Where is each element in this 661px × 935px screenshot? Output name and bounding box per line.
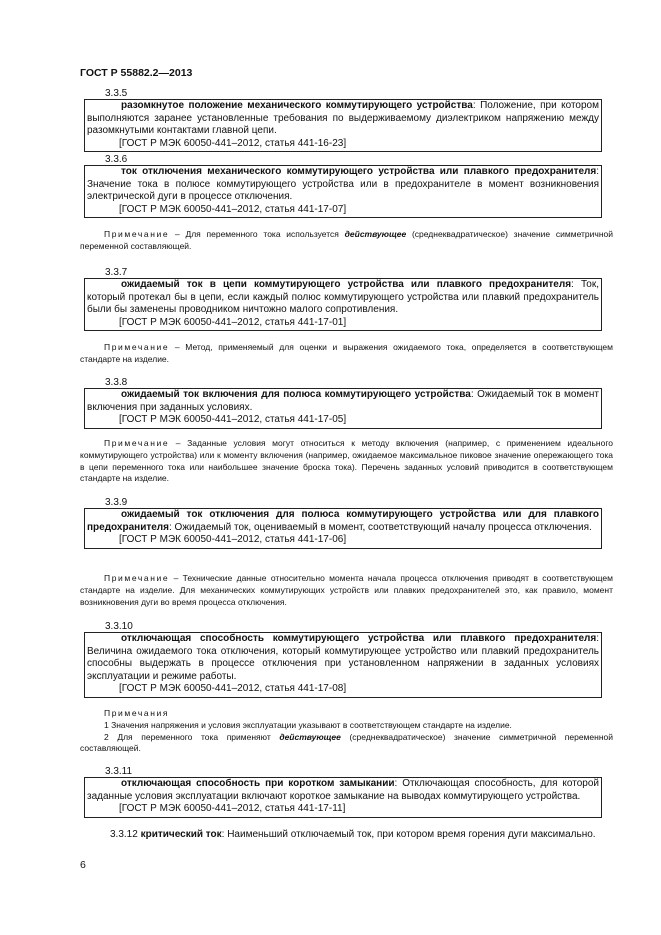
term: отключающая способность при коротком замыкании — [121, 778, 395, 789]
document-header: ГОСТ Р 55882.2—2013 — [80, 67, 193, 79]
term: критический ток — [140, 829, 222, 840]
source-reference: [ГОСТ Р МЭК 60050-441–2012, статья 441-17-11] — [119, 803, 346, 815]
definition: : Положение, при котором выполняются заранее установленные требования по выдерживаемому диэлектриком напряжению между разомкнутыми контактами главной цепи. — [87, 100, 599, 137]
definition: : Отключающая способность, для которой заданные условия эксплуатации включают короткое замыкание на выводах коммутирующего устройства. — [87, 778, 599, 802]
clause-number: 3.3.8 — [105, 377, 128, 388]
clause-number: 3.3.10 — [105, 621, 133, 632]
note-label: Примечание — [104, 342, 170, 352]
source-reference: [ГОСТ Р МЭК 60050-441–2012, статья 441-17-01] — [119, 316, 347, 328]
term-entry-3-3-9 — [84, 508, 602, 549]
source-reference: [ГОСТ Р МЭК 60050-441–2012, статья 441-17-08] — [119, 683, 347, 695]
source-reference: [ГОСТ Р МЭК 60050-441–2012, статья 441-17-06] — [119, 534, 347, 546]
clause-number: 3.3.11 — [105, 766, 133, 777]
term-entry-3-3-11 — [84, 777, 602, 818]
term: отключающая способность коммутирующего устройства или плавкого предохранителя — [121, 633, 597, 644]
definition: : Величина ожидаемого тока отключения, который коммутирующее устройство или плавкий предохранитель способны выдержать в процессе отключения при установленном напряжении в заданных условиях эксплуатации и режиме работы. — [87, 633, 599, 682]
term: ожидаемый ток отключения для полюса коммутирующего устройства или для плавкого предохранителя — [87, 509, 599, 533]
definition: : Ожидаемый ток, оцениваемый в момент, соответствующий началу процесса отключения. — [168, 521, 592, 533]
page-number: 6 — [80, 859, 86, 871]
definition: : Наименьший отключаемый ток, при котором время горения дуги максимально. — [221, 829, 596, 840]
term-entry-3-3-6 — [84, 165, 602, 218]
notes-3-3-10: Примечания 1 Значения напряжения и условия эксплуатации указывают в соответствующем стандарте на изделие. 2 Для переменного тока применяют действующее (среднеквадратическое) значение симметричной переменной составляющей. — [80, 708, 613, 754]
clause-number: 3.3.9 — [105, 497, 128, 508]
note-3-3-8: Примечание – Заданные условия могут относиться к методу включения (например, с применением идеального коммутирующего устройства) или к моменту включения (например, ожидаемое максимальное пиковое значение опережающего тока в цепи переменного тока или наибольшее значение броска тока). Перечень заданных условий приводится в соответствующем стандарте на изделие. — [80, 438, 613, 484]
note-label: Примечание — [104, 438, 170, 448]
term: разомкнутое положение механического коммутирующего устройства — [121, 100, 473, 111]
clause-number: 3.3.6 — [105, 154, 128, 165]
note-label: Примечание — [104, 573, 170, 583]
definition: : Ожидаемый ток в момент включения при заданных условиях. — [87, 389, 599, 413]
term-entry-3-3-10 — [84, 632, 602, 698]
source-reference: [ГОСТ Р МЭК 60050-441–2012, статья 441-17-07] — [119, 203, 347, 215]
source-reference: [ГОСТ Р МЭК 60050-441–2012, статья 441-17-05] — [119, 414, 347, 426]
definition: : Ток, который протекал бы в цепи, если каждый полюс коммутирующего устройства или плавкий предохранитель были бы заменены проводником ничтожно малого сопротивления. — [87, 279, 599, 316]
note-3-3-7: Примечание – Метод, применяемый для оценки и выражения ожидаемого тока, определяется в соответствующем стандарте на изделие. — [80, 342, 613, 364]
clause-number: 3.3.7 — [105, 267, 128, 278]
term: ожидаемый ток включения для полюса коммутирующего устройства — [121, 389, 471, 400]
term-entry-3-3-8 — [84, 388, 602, 429]
term-entry-3-3-5 — [84, 99, 602, 152]
emphasis: действующее — [279, 731, 341, 742]
note-3-3-6: Примечание – Для переменного тока используется действующее (среднеквадратическое) значение симметричной переменной составляющей. — [80, 229, 613, 251]
clause-number: 3.3.12 — [110, 829, 138, 840]
term-entry-3-3-7 — [84, 278, 602, 331]
definition: : Значение тока в полюсе коммутирующего устройства или в предохранителе в момент возникновения электрической дуги в процессе отключения. — [87, 166, 599, 203]
note-3-3-9: Примечание – Технические данные относительно момента начала процесса отключения приводят в соответствующем стандарте на изделие. Для механических коммутирующих устройств или плавких предохранителей это, как правило, момент возникновения дуги во время процесса отключения. — [80, 573, 613, 607]
emphasis: действующее — [344, 229, 407, 239]
source-reference: [ГОСТ Р МЭК 60050-441–2012, статья 441-16-23] — [119, 137, 347, 149]
term-entry-3-3-12 — [80, 829, 607, 842]
term: ток отключения механического коммутирующего устройства или плавкого предохранителя — [121, 166, 597, 177]
term: ожидаемый ток в цепи коммутирующего устройства или плавкого предохранителя — [121, 279, 572, 290]
notes-label: Примечания — [104, 708, 170, 718]
clause-number: 3.3.5 — [105, 88, 128, 99]
note-item: 1 Значения напряжения и условия эксплуатации указывают в соответствующем стандарте на изделие. — [104, 719, 512, 730]
note-label: Примечание — [104, 229, 170, 239]
